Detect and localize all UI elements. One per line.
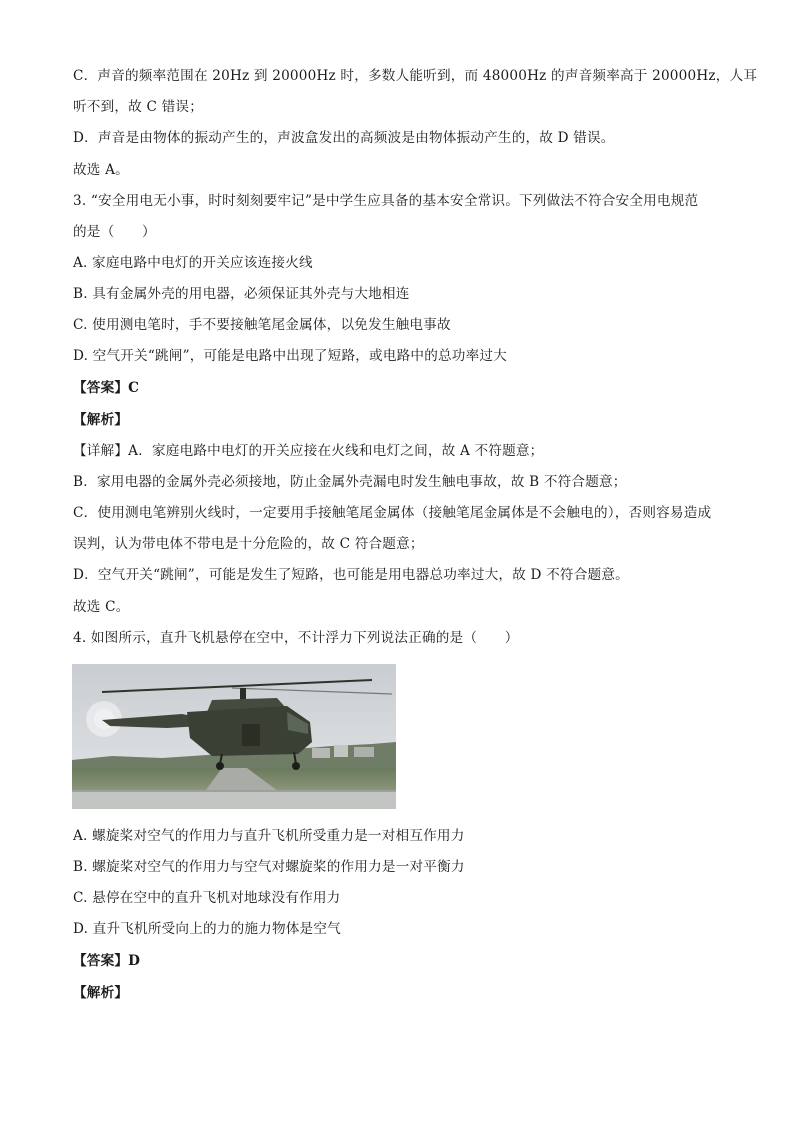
- q4-answer: 【答案】D: [73, 953, 141, 969]
- q3-option-d: D. 空气开关“跳闸”，可能是电路中出现了短路，或电路中的总功率过大: [73, 348, 507, 364]
- q2-option-c-line-2: 听不到，故 C 错误；: [73, 99, 203, 115]
- q3-choice: 故选 C。: [73, 599, 130, 615]
- q4-stem: 4. 如图所示，直升飞机悬停在空中，不计浮力下列说法正确的是（ ）: [73, 630, 519, 646]
- q3-analysis-title: 【解析】: [73, 412, 129, 428]
- q2-option-c-line-1: C．声音的频率范围在 20Hz 到 20000Hz 时，多数人能听到，而 48000Hz 的声音频率高于 20000Hz，人耳: [73, 68, 758, 84]
- q3-detail-line-4: 误判，认为带电体不带电是十分危险的，故 C 符合题意；: [73, 536, 424, 552]
- q3-option-b: B. 具有金属外壳的用电器，必须保证其外壳与大地相连: [73, 286, 410, 302]
- q4-option-a: A. 螺旋桨对空气的作用力与直升飞机所受重力是一对相互作用力: [73, 828, 465, 844]
- q3-detail-line-5: D．空气开关“跳闸”，可能是发生了短路，也可能是用电器总功率过大，故 D 不符合题意。: [73, 567, 629, 583]
- q3-stem-line-2: 的是（ ）: [73, 224, 156, 240]
- q3-detail-line-3: C．使用测电笔辨别火线时，一定要用手接触笔尾金属体（接触笔尾金属体是不会触电的），否则容易造成: [73, 505, 712, 521]
- q3-detail-line-1: 【详解】A．家庭电路中电灯的开关应接在火线和电灯之间，故 A 不符题意；: [73, 443, 544, 459]
- q2-choice: 故选 A。: [73, 162, 129, 178]
- q4-option-c: C. 悬停在空中的直升飞机对地球没有作用力: [73, 890, 341, 906]
- q4-analysis-title: 【解析】: [73, 985, 129, 1001]
- q4-option-b: B. 螺旋桨对空气的作用力与空气对螺旋桨的作用力是一对平衡力: [73, 859, 465, 875]
- q3-detail-line-2: B．家用电器的金属外壳必须接地，防止金属外壳漏电时发生触电事故，故 B 不符合题意；: [73, 474, 627, 490]
- q2-option-d-line: D．声音是由物体的振动产生的，声波盒发出的高频波是由物体振动产生的，故 D 错误。: [73, 130, 615, 146]
- helicopter-photo: [72, 664, 396, 809]
- q3-answer: 【答案】C: [73, 380, 140, 396]
- q3-stem-line-1: 3. “安全用电无小事，时时刻刻要牢记”是中学生应具备的基本安全常识。下列做法不符合安全用电规范: [73, 193, 699, 209]
- q3-option-a: A. 家庭电路中电灯的开关应该连接火线: [73, 255, 313, 271]
- q4-option-d: D. 直升飞机所受向上的力的施力物体是空气: [73, 921, 341, 937]
- q3-option-c: C. 使用测电笔时，手不要接触笔尾金属体，以免发生触电事故: [73, 317, 451, 333]
